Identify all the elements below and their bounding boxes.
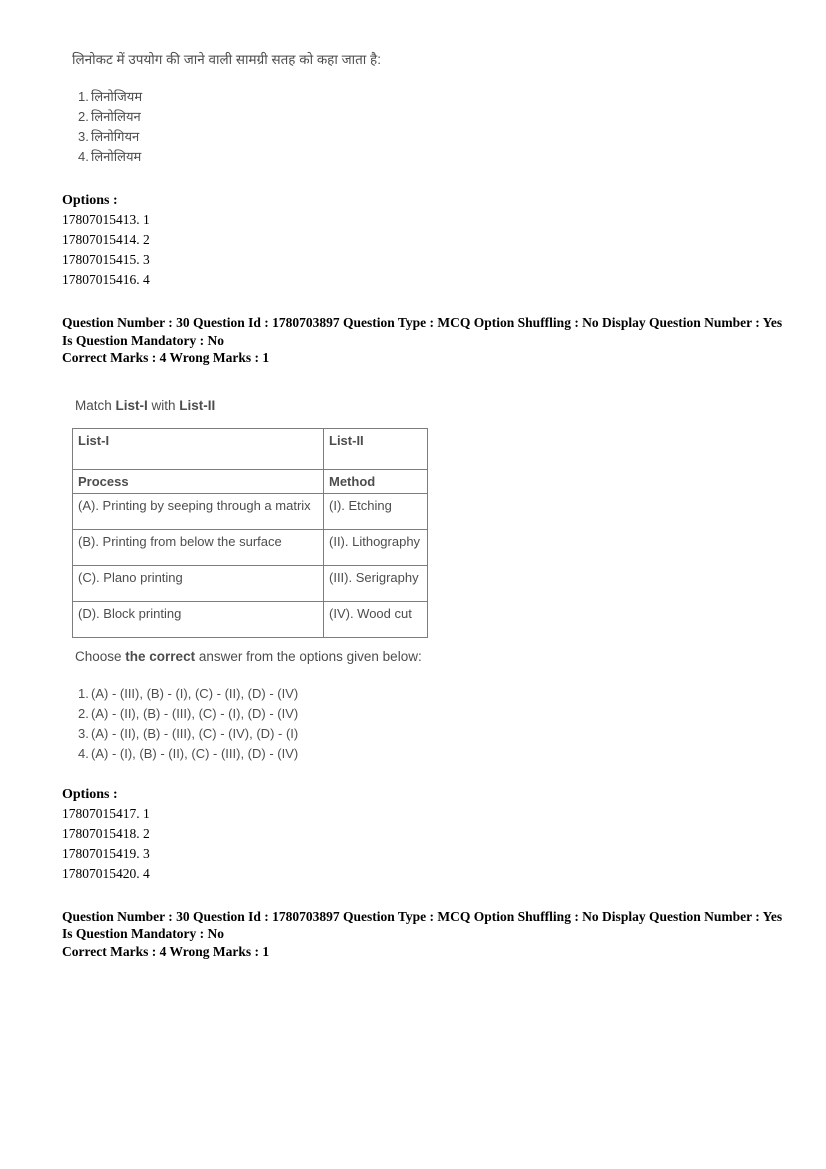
option-id-line: 17807015414. 2 [62,232,150,247]
choice-item [78,744,786,764]
choose-prefix: Choose [75,648,126,664]
choice-number: 3. [78,129,89,144]
choice-label: (A) - (I), (B) - (II), (C) - (III), (D) - (IV) [91,745,299,761]
choice-item [78,724,786,744]
table-subheader-row [73,469,428,493]
table-cell: (IV). Wood cut [324,601,428,637]
question1-choice-list [78,87,786,167]
choice-item [78,107,786,127]
match-list2: List-II [179,397,216,413]
choice-number: 2. [78,109,89,124]
table-cell: (A). Printing by seeping through a matrix [73,493,324,529]
match-prefix: Match [75,397,116,413]
choice-number: 2. [78,705,89,721]
choice-item [78,704,786,724]
choice-number: 1. [78,685,89,701]
option-id-line: 17807015416. 4 [62,272,150,287]
options-heading: Options : [62,193,118,208]
choice-label: लिनोजियम [91,89,143,104]
table-row [73,529,428,565]
question1-block [62,52,786,167]
table-cell: (D). Block printing [73,601,324,637]
options-heading: Options : [62,786,118,802]
match-heading [75,398,786,414]
option-id-line: 17807015417. 1 [62,805,150,821]
choice-label: लिनोगियन [91,129,140,144]
choice-item [78,147,786,167]
option-id-line: 17807015420. 4 [62,865,150,881]
table-row [73,601,428,637]
choose-instruction [75,649,786,665]
option-id-line: 17807015418. 2 [62,825,150,841]
table-cell: (II). Lithography [324,529,428,565]
option-id-line: 17807015419. 3 [62,845,150,861]
question2-choice-list [78,684,786,764]
question-metadata-2 [62,908,786,961]
table-cell: (C). Plano printing [73,565,324,601]
option-id-line: 17807015415. 3 [62,252,150,267]
table-header-row [73,428,428,469]
options-block-1 [62,191,786,290]
choice-item [78,87,786,107]
question-metadata-1 [62,314,786,367]
table-subheader-cell: Process [73,469,324,493]
choice-item [78,684,786,704]
metadata-line: Question Number : 30 Question Id : 1780703897 Question Type : MCQ Option Shuffling : No Display Question Number : Yes [62,315,783,330]
match-connector: with [147,397,180,413]
table-header-cell: List-II [324,428,428,469]
table-cell: (III). Serigraphy [324,565,428,601]
table-cell: (I). Etching [324,493,428,529]
choice-item [78,127,786,147]
metadata-line: Is Question Mandatory : No [62,926,225,941]
match-table [72,428,428,638]
table-subheader-cell: Method [324,469,428,493]
match-list1: List-I [115,397,148,413]
table-header-cell: List-I [73,428,324,469]
choice-label: लिनोलियम [91,149,142,164]
question1-text: लिनोकट में उपयोग की जाने वाली सामग्री सतह को कहा जाता है: [72,52,381,67]
metadata-line: Question Number : 30 Question Id : 1780703897 Question Type : MCQ Option Shuffling : No Display Question Number : Yes [62,908,783,924]
choice-label: लिनोलियन [91,109,141,124]
choose-suffix: answer from the options given below: [195,648,422,664]
choice-number: 3. [78,725,89,741]
choice-label: (A) - (II), (B) - (III), (C) - (I), (D) - (IV) [91,705,299,721]
table-cell: (B). Printing from below the surface [73,529,324,565]
table-row [73,493,428,529]
choose-bold-word: the correct [125,648,196,664]
metadata-line: Is Question Mandatory : No [62,332,225,348]
choice-label: (A) - (II), (B) - (III), (C) - (IV), (D) - (I) [91,725,299,741]
metadata-line: Correct Marks : 4 Wrong Marks : 1 [62,350,270,365]
choice-number: 4. [78,745,89,761]
choice-number: 4. [78,149,89,164]
question2-block [62,398,786,764]
table-row [73,565,428,601]
option-id-line: 17807015413. 1 [62,212,150,227]
metadata-line: Correct Marks : 4 Wrong Marks : 1 [62,943,270,959]
options-block-2 [62,785,786,884]
choice-label: (A) - (III), (B) - (I), (C) - (II), (D) - (IV) [91,685,299,701]
choice-number: 1. [78,89,89,104]
